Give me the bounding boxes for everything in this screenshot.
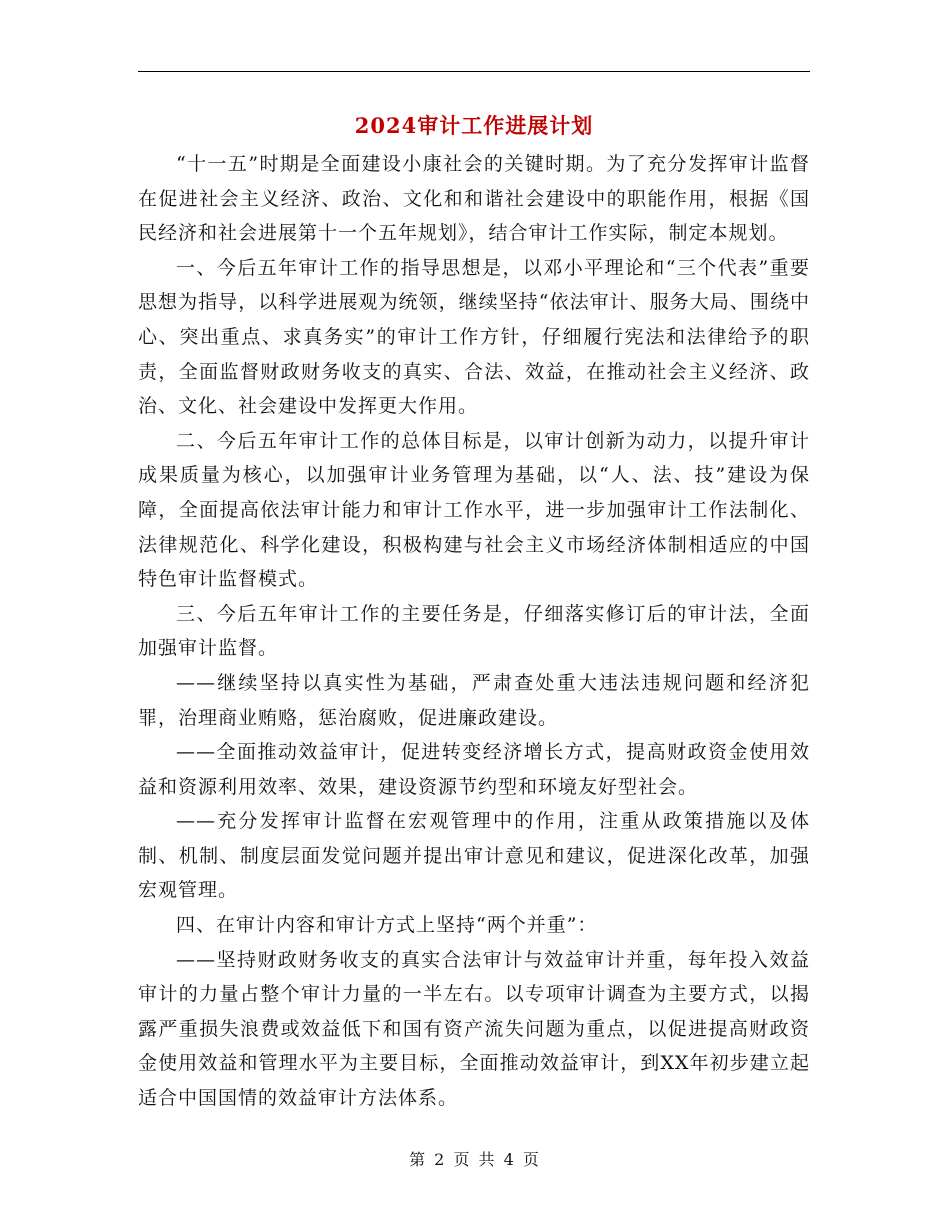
paragraph-two-emphases: 四、在审计内容和审计方式上坚持“两个并重”：	[176, 914, 598, 937]
document-body	[138, 147, 810, 1116]
header-rule	[138, 71, 810, 72]
paragraph-intro: “十一五”时期是全面建设小康社会的关键时期。为了充分发挥审计监督在促进社会主义经济、政治、文化和和谐社会建设中的职能作用，根据《国民经济和社会进展第十一个五年规划》，结合审计工作实际，制定本规划。	[138, 153, 810, 245]
paragraph-emphasis-financial-audit: ——坚持财政财务收支的真实合法审计与效益审计并重，每年投入效益审计的力量占整个审计力量的一半左右。以专项审计调查为主要方式，以揭露严重损失浪费或效益低下和国有资产流失问题为重点，以促进提高财政资金使用效益和管理水平为主要目标，全面推动效益审计，到XX年初步建立起适合中国国情的效益审计方法体系。	[138, 948, 810, 1110]
document-title: 2024审计工作进展计划	[354, 113, 594, 138]
page-number: 第 2 页 共 4 页	[409, 1150, 541, 1169]
paragraph-task-macro-management: ——充分发挥审计监督在宏观管理中的作用，注重从政策措施以及体制、机制、制度层面发觉问题并提出审计意见和建议，促进深化改革，加强宏观管理。	[138, 810, 810, 902]
paragraph-guiding-ideology: 一、今后五年审计工作的指导思想是，以邓小平理论和“三个代表”重要思想为指导，以科学进展观为统领，继续坚持“依法审计、服务大局、围绕中心、突出重点、求真务实”的审计工作方针，仔细履行宪法和法律给予的职责，全面监督财政财务收支的真实、合法、效益，在推动社会主义经济、政治、文化、社会建设中发挥更大作用。	[138, 256, 810, 418]
paragraph-task-authenticity: ——继续坚持以真实性为基础，严肃查处重大违法违规问题和经济犯罪，治理商业贿赂，惩治腐败，促进廉政建设。	[138, 671, 810, 729]
paragraph-main-tasks: 三、今后五年审计工作的主要任务是，仔细落实修订后的审计法，全面加强审计监督。	[138, 602, 810, 660]
paragraph-task-efficiency-audit: ——全面推动效益审计，促进转变经济增长方式，提高财政资金使用效益和资源利用效率、效果，建设资源节约型和环境友好型社会。	[138, 741, 810, 798]
paragraph-overall-goal: 二、今后五年审计工作的总体目标是，以审计创新为动力，以提升审计成果质量为核心，以加强审计业务管理为基础，以“人、法、技”建设为保障，全面提高依法审计能力和审计工作水平，进一步加强审计工作法制化、法律规范化、科学化建设，积极构建与社会主义市场经济体制相适应的中国特色审计监督模式。	[138, 429, 810, 591]
